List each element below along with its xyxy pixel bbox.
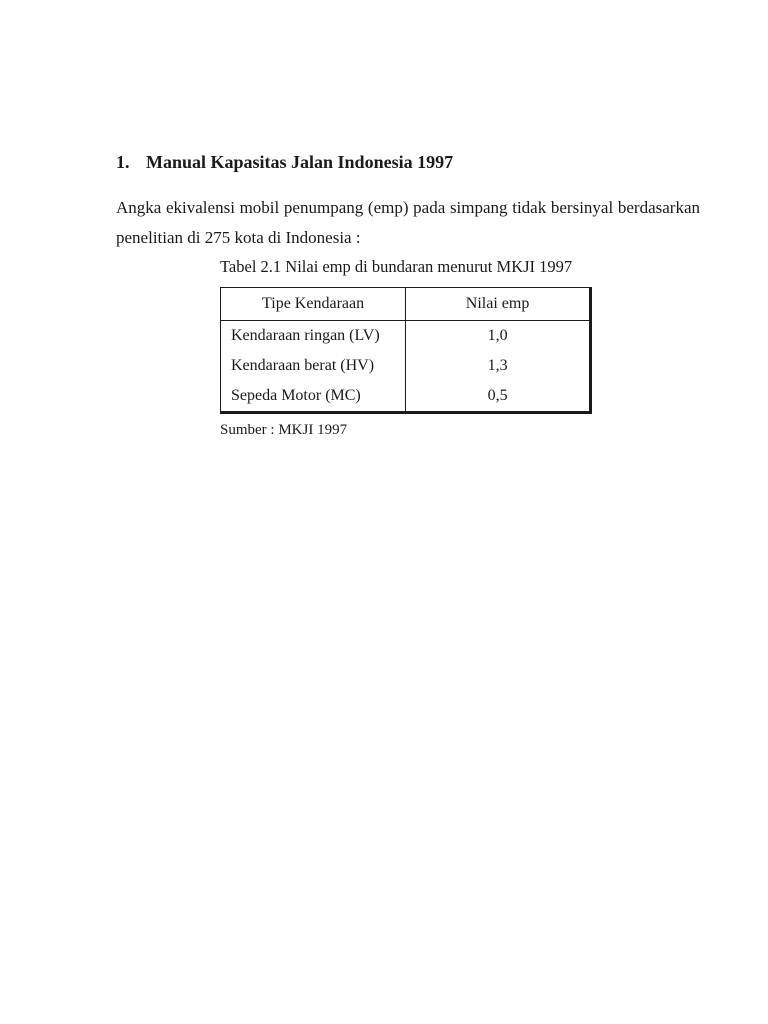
vehicle-type-cell: Kendaraan berat (HV) [221,351,406,381]
column-header-emp-value: Nilai emp [406,288,591,321]
table-caption: Tabel 2.1 Nilai emp di bundaran menurut MKJI 1997 [220,257,573,276]
emp-value-cell: 1,3 [406,351,591,381]
emp-table [220,287,592,414]
column-header-vehicle-type: Tipe Kendaraan [221,288,406,321]
emp-value-cell: 1,0 [406,321,591,352]
vehicle-type-cell: Sepeda Motor (MC) [221,381,406,413]
vehicle-type-cell: Kendaraan ringan (LV) [221,321,406,352]
table-row [221,381,591,413]
section-number: 1. [116,152,130,172]
section-heading [116,150,453,174]
table-row [221,321,591,352]
table-row [221,351,591,381]
table-header-row [221,288,591,321]
emp-value-cell: 0,5 [406,381,591,413]
section-title: Manual Kapasitas Jalan Indonesia 1997 [146,152,454,172]
body-paragraph: Angka ekivalensi mobil penumpang (emp) pada simpang tidak bersinyal berdasarkan penelitian di 275 kota di Indonesia : [116,198,700,247]
table-source: Sumber : MKJI 1997 [220,422,348,438]
